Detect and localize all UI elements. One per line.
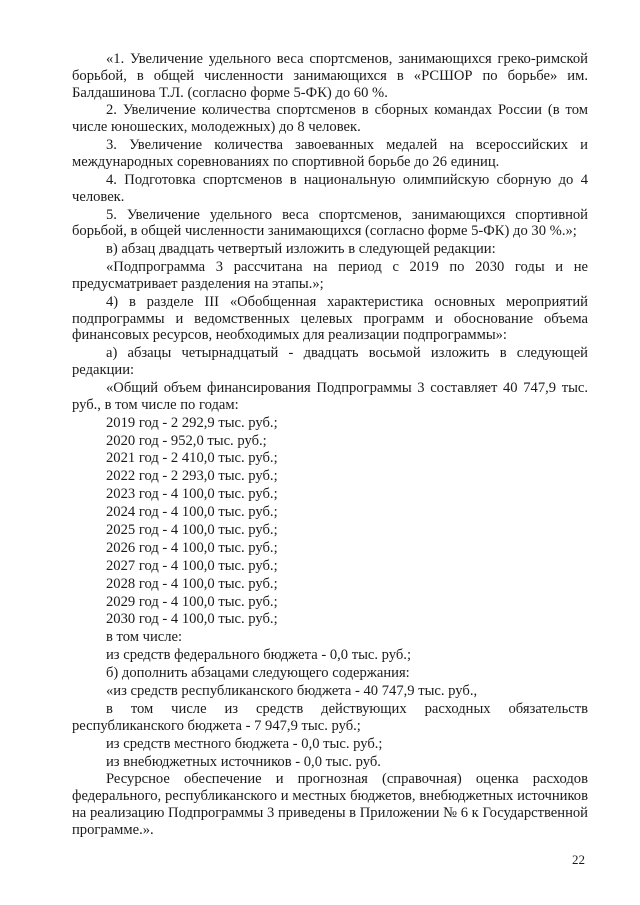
paragraph-item-5: 5. Увеличение удельного веса спортсменов, занимающихся спортивной борьбой, в общей численности занимающихся (согласно форме 5-ФК) до 30 %.»;: [72, 206, 588, 240]
paragraph-section-iii: 4) в разделе III «Обобщенная характеристика основных мероприятий подпрограммы и ведомственных целевых программ и обоснование объема финансовых ресурсов, необходимых для реализации подпрограммы»:: [72, 293, 588, 344]
paragraph-republican-budget: «из средств республиканского бюджета - 40 747,9 тыс. руб.,: [106, 683, 478, 700]
year-line-2020: 2020 год - 952,0 тыс. руб.;: [106, 432, 267, 449]
year-line-2021: 2021 год - 2 410,0 тыс. руб.;: [106, 450, 278, 467]
paragraph-current-obligations: в том числе из средств действующих расходных обязательств республиканского бюджета - 7 947,9 тыс. руб.;: [72, 700, 588, 734]
year-line-2019: 2019 год - 2 292,9 тыс. руб.;: [106, 414, 278, 431]
year-line-2025: 2025 год - 4 100,0 тыс. руб.;: [106, 522, 278, 539]
page-number: 22: [572, 852, 585, 867]
year-line-2030: 2030 год - 4 100,0 тыс. руб.;: [106, 611, 278, 628]
paragraph-resource-support: Ресурсное обеспечение и прогнозная (справочная) оценка расходов федерального, республиканского и местных бюджетов, внебюджетных источников на реализацию Подпрограммы 3 приведены в Приложении № 6 к Государственной программе.».: [72, 771, 588, 838]
year-line-2023: 2023 год - 4 100,0 тыс. руб.;: [106, 486, 278, 503]
year-line-2028: 2028 год - 4 100,0 тыс. руб.;: [106, 575, 278, 592]
paragraph-total-financing: «Общий объем финансирования Подпрограммы 3 составляет 40 747,9 тыс. руб., в том числе по годам:: [72, 379, 588, 413]
year-line-2026: 2026 год - 4 100,0 тыс. руб.;: [106, 539, 278, 556]
paragraph-item-2: 2. Увеличение количества спортсменов в сборных командах России (в том числе юношеских, молодежных) до 8 человек.: [72, 102, 588, 136]
year-line-2029: 2029 год - 4 100,0 тыс. руб.;: [106, 593, 278, 610]
paragraph-federal-budget: из средств федерального бюджета - 0,0 тыс. руб.;: [106, 647, 412, 664]
paragraph-subprogram-period: «Подпрограмма 3 рассчитана на период с 2019 по 2030 годы и не предусматривает разделения на этапы.»;: [72, 259, 588, 292]
paragraph-clause-v: в) абзац двадцать четвертый изложить в следующей редакции:: [106, 241, 496, 258]
year-line-2027: 2027 год - 4 100,0 тыс. руб.;: [106, 557, 278, 574]
paragraph-item-1: «1. Увеличение удельного веса спортсменов, занимающихся греко-римской борьбой, в общей численности занимающихся в «РСШОР по борьбе» им. Балдашинова Т.Л. (согласно форме 5-ФК) до 60 %.: [72, 51, 588, 101]
paragraph-clause-b: б) дополнить абзацами следующего содержания:: [106, 665, 410, 682]
year-line-2024: 2024 год - 4 100,0 тыс. руб.;: [106, 504, 278, 521]
paragraph-extrabudgetary: из внебюджетных источников - 0,0 тыс. руб.: [106, 753, 381, 770]
paragraph-local-budget: из средств местного бюджета - 0,0 тыс. руб.;: [106, 735, 383, 752]
financing-by-year-list: [72, 415, 588, 629]
year-line-2022: 2022 год - 2 293,0 тыс. руб.;: [106, 468, 278, 485]
document-page: [72, 51, 588, 840]
paragraph-item-3: 3. Увеличение количества завоеванных медалей на всероссийских и международных соревнованиях по спортивной борьбе до 26 единиц.: [72, 137, 588, 170]
paragraph-item-4: 4. Подготовка спортсменов в национальную олимпийскую сборную до 4 человек.: [72, 171, 588, 205]
paragraph-clause-a: а) абзацы четырнадцатый - двадцать восьмой изложить в следующей редакции:: [72, 345, 588, 379]
paragraph-including: в том числе:: [106, 629, 183, 646]
